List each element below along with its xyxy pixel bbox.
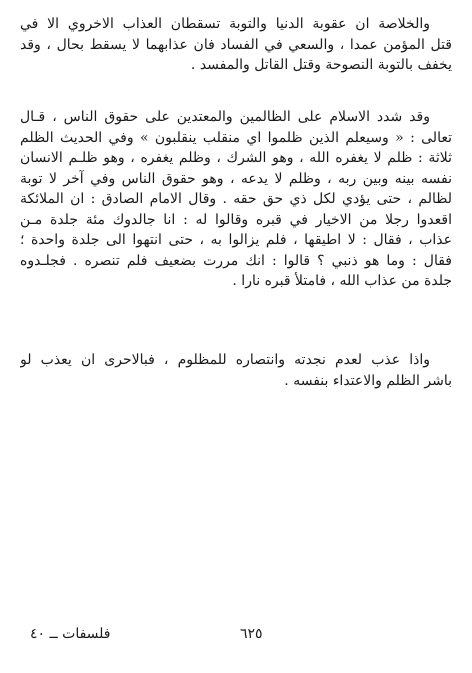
- text-line: نفسه بينه وبين ربه ، وظلم لا يدعه ، وهو حقوق الناس وفي آخر لا توبة: [20, 170, 452, 187]
- text-line: تعالى : « وسيعلم الذين ظلموا اي منقلب ينقلبون » وفي الحديث الظلم: [20, 129, 452, 146]
- page-number: ٦٢٥: [240, 626, 263, 642]
- text-line: لظالم ، حتى يؤدي لكل ذي حق حقه . وقال الامام الصادق : ان الملائكة: [20, 191, 452, 207]
- text-line: ثلاثة : ظلم لا يغفره الله ، وهو الشرك ، وظلم يغفره ، وهو ظلـم الانسان: [20, 150, 452, 166]
- text-line: باشر الظلم والاعتداء بنفسه .: [284, 372, 452, 389]
- text-line: يخفف بالتوبة النصوحة وقتل القاتل والمفسد .: [190, 57, 452, 73]
- text-line: والخلاصة ان عقوبة الدنيا والتوبة تسقطان العذاب الاخروي الا في: [20, 16, 430, 32]
- book-signature: فلسفات ــ ٤٠: [30, 626, 111, 642]
- paragraph-summary: [20, 14, 452, 76]
- text-line: اقعدوا رجلا من الاخيار في قبره وقالوا له : انا جالدوك مئة جلدة مـن: [20, 211, 452, 228]
- text-line: قتل المؤمن عمدا ، والسعي في الفساد فان عذابهما لا يسقط بحال ، وقد: [20, 36, 452, 53]
- paragraph-conclusion: [20, 350, 452, 391]
- page-footer: [30, 626, 442, 646]
- text-line: عذاب ، فقال : لا اطيقها ، فلم يزالوا به ، حتى انتهوا الى جلدة واحدة ؛: [20, 232, 452, 248]
- text-line: فقال : وما هو ذنبي ؟ قالوا : انك مررت بضعيف فلم تنصره . فجلـدوه: [20, 252, 452, 269]
- paragraph-oppression: [20, 107, 452, 292]
- text-line: جلدة من عذاب الله ، فامتلأ قبره نارا .: [232, 273, 452, 289]
- text-line: واذا عذب لعدم نجدته وانتصاره للمظلوم ، فبالاحرى ان يعذب لو: [20, 352, 430, 368]
- text-line: وقد شدد الاسلام على الظالمين والمعتدين على حقوق الناس ، قـال: [20, 109, 430, 125]
